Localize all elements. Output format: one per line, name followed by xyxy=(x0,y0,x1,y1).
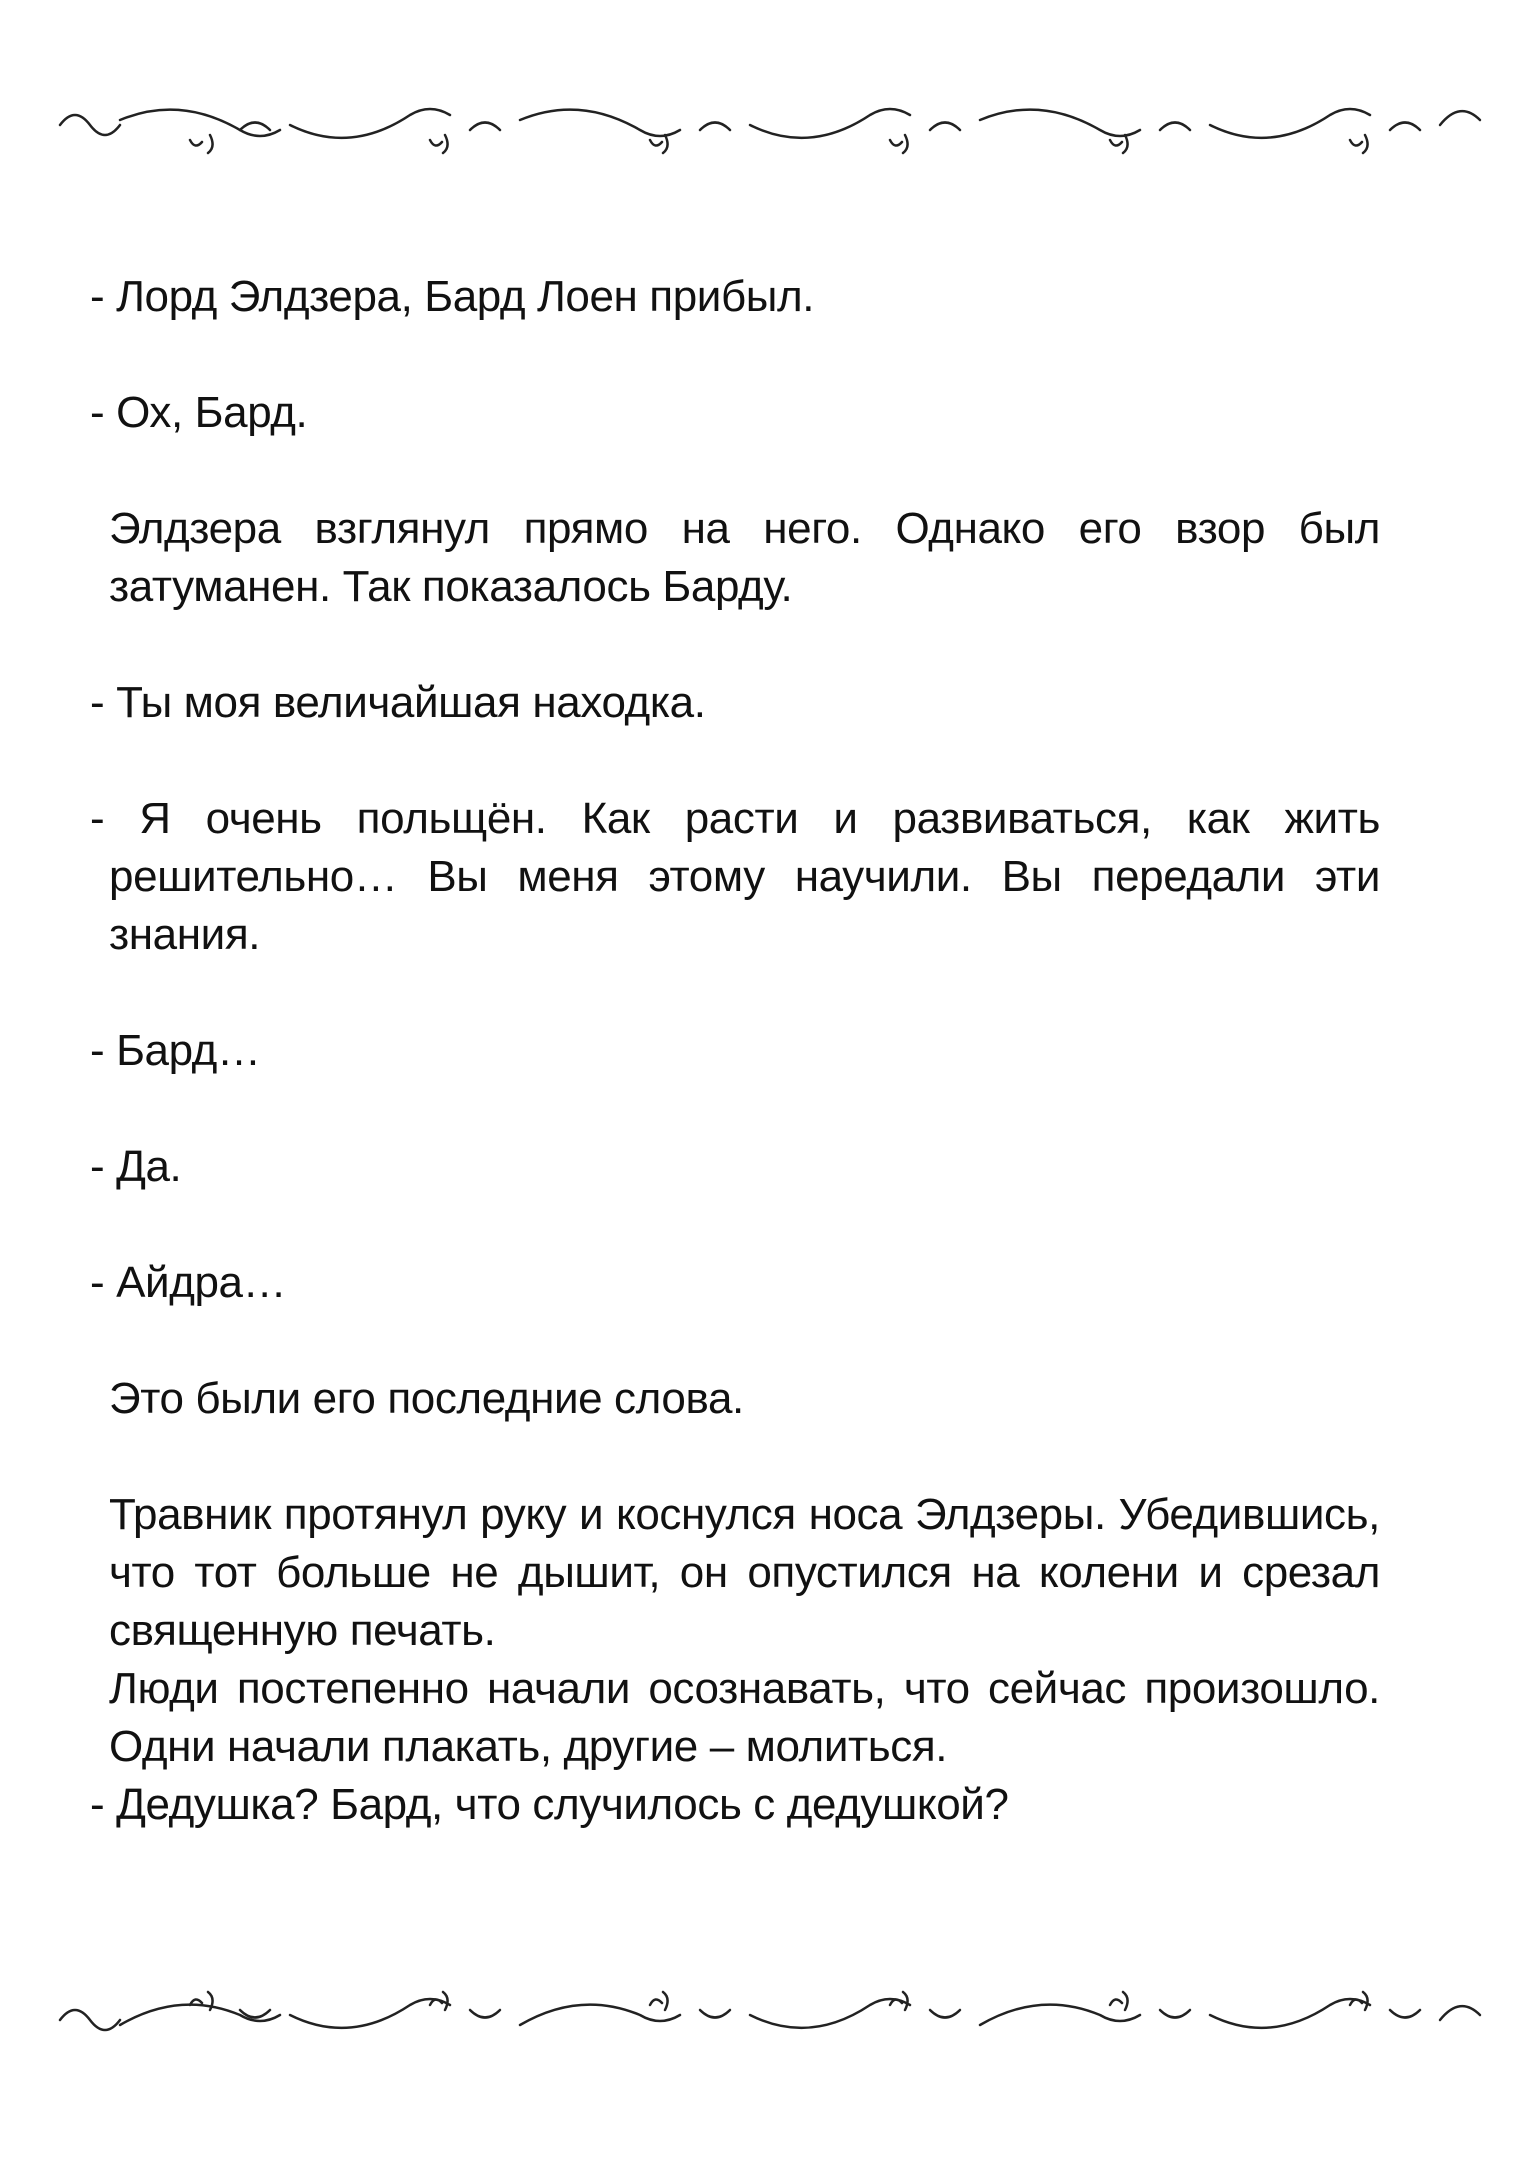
narration-paragraph: Это были его последние слова. xyxy=(109,1374,744,1423)
dialogue-line: - Бард… xyxy=(90,1026,261,1075)
dialogue-line: - Ох, Бард. xyxy=(90,388,308,437)
narration-paragraph: Люди постепенно начали осознавать, что сейчас произошло. Одни начали плакать, другие – молиться. xyxy=(109,1664,1392,1771)
page-text xyxy=(90,268,1392,1834)
top-ornamental-border xyxy=(50,85,1490,185)
bottom-ornamental-border xyxy=(50,1965,1490,2065)
dialogue-line: - Дедушка? Бард, что случилось с дедушкой? xyxy=(90,1780,1009,1829)
dialogue-line: - Я очень польщён. Как расти и развиваться, как жить решительно… Вы меня этому научили. Вы передали эти знания. xyxy=(90,794,1392,959)
dialogue-line: - Ты моя величайшая находка. xyxy=(90,678,706,727)
dialogue-line: - Айдра… xyxy=(90,1258,287,1307)
dialogue-line: - Да. xyxy=(90,1142,182,1191)
ornament-icon xyxy=(50,1965,1490,2065)
ornament-icon xyxy=(50,85,1490,185)
narration-paragraph: Травник протянул руку и коснулся носа Элдзеры. Убедившись, что тот больше не дышит, он опустился на колени и срезал священную печать. xyxy=(109,1490,1392,1655)
narration-paragraph: Элдзера взглянул прямо на него. Однако его взор был затуманен. Так показалось Барду. xyxy=(109,504,1392,611)
dialogue-line: - Лорд Элдзера, Бард Лоен прибыл. xyxy=(90,272,815,321)
